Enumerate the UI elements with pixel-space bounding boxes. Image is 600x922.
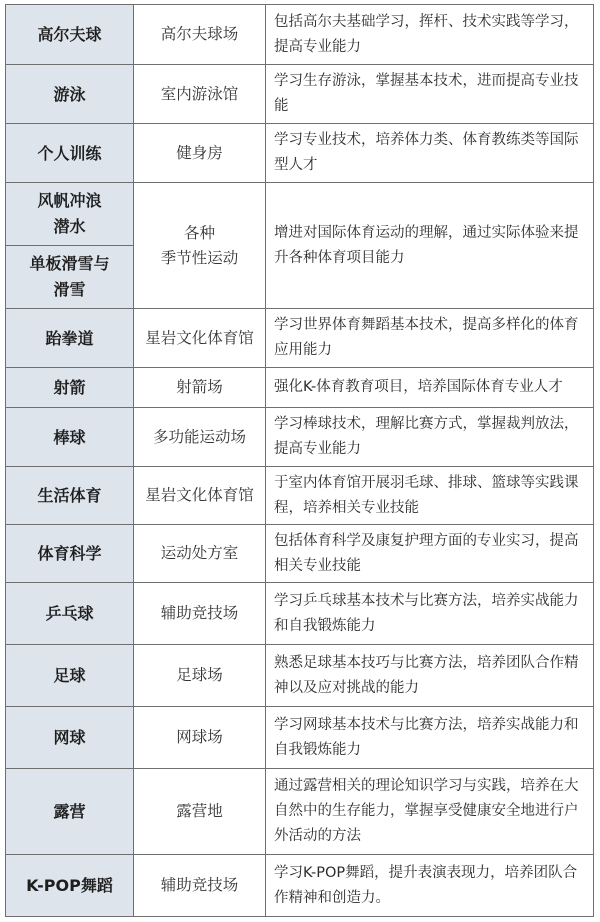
table-row	[6, 368, 594, 408]
table-row	[6, 525, 594, 583]
description-cell: 熟悉足球基本技巧与比赛方法，培养团队合作精神以及应对挑战的能力	[266, 645, 594, 707]
table-row	[6, 5, 594, 65]
description-cell: 通过露营相关的理论知识学习与实践，培养在大自然中的生存能力，掌握享受健康安全地进行户外活动的方法	[266, 769, 594, 855]
venue-cell: 室内游泳馆	[134, 65, 266, 124]
venue-cell: 辅助竞技场	[134, 855, 266, 917]
venue-cell: 足球场	[134, 645, 266, 707]
table-row	[6, 769, 594, 855]
description-cell: 包括体育科学及康复护理方面的专业实习，提高相关专业技能	[266, 525, 594, 583]
course-name-line: 潜水	[53, 217, 86, 236]
description-cell: 学习专业技术，培养体力类、体育教练类等国际型人才	[266, 124, 594, 183]
table-row	[6, 309, 594, 368]
venue-cell: 辅助竞技场	[134, 583, 266, 645]
course-name-cell: 露营	[6, 769, 134, 855]
table-row	[6, 408, 594, 467]
description-cell: 学习棒球技术，理解比赛方式，掌握裁判放法，提高专业能力	[266, 408, 594, 467]
venue-cell-merged	[134, 183, 266, 309]
venue-cell: 高尔夫球场	[134, 5, 266, 65]
course-name-line: 滑雪	[53, 280, 86, 299]
venue-cell: 星岩文化体育馆	[134, 467, 266, 525]
course-name-cell: 高尔夫球	[6, 5, 134, 65]
course-name-cell: 体育科学	[6, 525, 134, 583]
course-name-cell	[6, 183, 134, 246]
description-cell: 学习网球基本技术与比赛方法，培养实战能力和自我锻炼能力	[266, 707, 594, 769]
venue-cell: 网球场	[134, 707, 266, 769]
course-name-line: 单板滑雪与	[29, 254, 110, 273]
description-cell: 学习世界体育舞蹈基本技术，提高多样化的体育应用能力	[266, 309, 594, 368]
course-name-cell: K-POP舞蹈	[6, 855, 134, 917]
description-cell: 学习乒乓球基本技术与比赛方法，培养实战能力和自我锻炼能力	[266, 583, 594, 645]
description-cell: 学习K-POP舞蹈，提升表演表现力，培养团队合作精神和创造力。	[266, 855, 594, 917]
description-cell: 包括高尔夫基础学习，挥杆、技术实践等学习，提高专业能力	[266, 5, 594, 65]
course-name-cell: 个人训练	[6, 124, 134, 183]
course-name-cell: 生活体育	[6, 467, 134, 525]
table-row	[6, 183, 594, 246]
venue-cell: 多功能运动场	[134, 408, 266, 467]
table-row	[6, 467, 594, 525]
course-name-cell: 游泳	[6, 65, 134, 124]
venue-cell: 星岩文化体育馆	[134, 309, 266, 368]
course-name-cell: 棒球	[6, 408, 134, 467]
table-row	[6, 707, 594, 769]
venue-cell: 露营地	[134, 769, 266, 855]
table-row	[6, 65, 594, 124]
course-name-cell: 跆拳道	[6, 309, 134, 368]
venue-cell: 运动处方室	[134, 525, 266, 583]
description-cell: 强化K-体育教育项目，培养国际体育专业人才	[266, 368, 594, 408]
description-cell: 学习生存游泳，掌握基本技术，进而提高专业技能	[266, 65, 594, 124]
course-name-cell: 网球	[6, 707, 134, 769]
table-row	[6, 645, 594, 707]
table-row	[6, 855, 594, 917]
course-table	[5, 4, 594, 917]
table-row	[6, 124, 594, 183]
table-row	[6, 583, 594, 645]
course-name-cell: 乒乓球	[6, 583, 134, 645]
course-name-cell: 射箭	[6, 368, 134, 408]
venue-line: 各种	[183, 223, 215, 242]
course-name-line: 风帆冲浪	[37, 191, 102, 210]
venue-cell: 健身房	[134, 124, 266, 183]
course-name-cell	[6, 246, 134, 309]
description-cell-merged: 增进对国际体育运动的理解，通过实际体验来提升各种体育项目能力	[266, 183, 594, 309]
venue-line: 季节性运动	[160, 248, 239, 267]
venue-cell: 射箭场	[134, 368, 266, 408]
course-name-cell: 足球	[6, 645, 134, 707]
description-cell: 于室内体育馆开展羽毛球、排球、篮球等实践课程，培养相关专业技能	[266, 467, 594, 525]
